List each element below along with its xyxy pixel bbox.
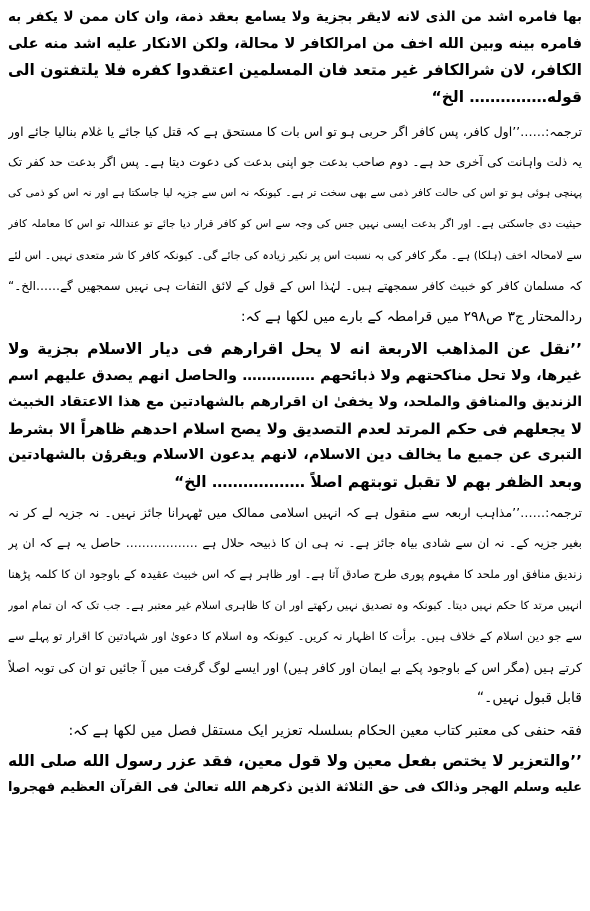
text-line: زندیق منافق اور ملحد کا مفہوم پوری طرح صادق آتا ہے۔ اور ظاہر ہے کہ اس خبیث عقیدہ کے باوجود ان کا کلمہ پڑھنا [8,567,582,581]
text-line: فامره بینه وبین الله اخف من امرالکافر لا محالة، ولکن الانکار علیه اشد منه علی [8,35,582,52]
urdu-translation-2 [8,497,582,714]
text-line: قوله…………… الخ“ [431,87,582,106]
text-line: ’’نقل عن المذاهب الاربعة انه لا یحل اقرارهم فی دیار الاسلام بجزیة ولا [8,340,582,358]
text-line: انہیں مرتد کا حکم نہیں دیتا۔ کیونکہ وہ تصدیق نہیں رکھتے اور ان کا ظاہری اسلام غیر معتبر ہے۔ جب تک کہ ان تمام امور [8,599,582,612]
text-line: حیثیت دی جاسکتی ہے۔ اور اگر بدعت ایسی نہیں جس کی وجہ سے اس کو کافر قرار دیا جائے تو عنداللہ تو اس کا معاملہ کافر [8,218,582,230]
text-line: علیه وسلم الهجر وذالک فی حق الثلاثة الذین ذکرهم الله تعالیٰ فی القرآن العظیم فهجروا [8,779,582,795]
text-line: ترجمہ:……’’مذاہب اربعہ سے منقول ہے کہ انہیں اسلامی ممالک میں ٹھہرانا جائز نہیں۔ نہ جزیہ لے کر نہ [8,505,582,520]
arabic-quote-1 [8,4,582,110]
urdu-translation-1 [8,116,582,302]
source-heading-2 [8,716,582,746]
text-line: سے لامحالہ اخف (ہلکا) ہے۔ مگر کافر کی بہ نسبت اس پر نکیر زیادہ کی جائے گی۔ کیونکہ کافر کا شر متعدی نہیں۔ اس لئے [8,249,582,262]
text-line: لا یجعلهم فی حکم المرتد لعدم التصدیق ولا یصح اسلام احدهم ظاهراً الا بشرط [8,419,582,438]
source-heading-1 [8,302,582,332]
text-line: سے جو دین اسلام کے خلاف ہیں۔ برأت کا اظہار نہ کریں۔ کیونکہ وہ اسلام کا دعویٰ اور شہادتین کا اقرار تو پہلے سے [8,629,582,643]
arabic-quote-2 [8,336,582,495]
text-line: الزندیق والمنافق والملحد، ولا یخفیٰ ان اقرارهم بالشهادتین مع هذا الاعتقاد الخبیث [8,394,582,410]
text-line: فقہ حنفی کی معتبر کتاب معین الحکام بسلسلہ تعزیر ایک مستقل فصل میں لکھا ہے کہ: [68,723,582,739]
text-line: یہ ذلت واہانت کی آخری حد ہے۔ دوم صاحب بدعت جو اپنی بدعت کی دعوت دیتا ہے۔ پس اگر بدعت حد کفر تک [8,155,582,169]
arabic-quote-3 [8,748,582,801]
text-line: قابل قبول نہیں۔“ [476,690,582,706]
text-line: الکافر، لان شرالکافر غیر متعد فان المسلمین اعتقدوا کفره فلا یلتفتون الی [8,61,582,79]
text-line: پہنچی ہوئی ہو تو اس کی حالت کافر ذمی سے بھی سخت تر ہے۔ کیونکہ نہ اس سے جزیہ لیا جاسکتا ہے اور نہ اس کو ذمی کی [8,187,582,199]
text-line: بغیر جزیہ کے۔ نہ ان سے شادی بیاہ جائز ہے۔ نہ ہی ان کا ذبیحہ حلال ہے ……………… حاصل یہ ہے کہ ان پر [8,536,582,550]
text-line: ’’والتعزیر لا یختص بفعل معین ولا قول معین، فقد عزر رسول الله صلی الله [8,752,582,770]
text-line: کہ مسلمان کافر کو خبیث کافر سمجھتے ہیں۔ لہٰذا اس کے قول کے لائق التفات ہی نہیں سمجھیں گے……الخ۔“ [8,279,582,293]
text-line: کرتے ہیں (مگر اس کے باوجود پکے بے ایمان اور کافر ہیں) اور ایسے لوگ گرفت میں آ جائیں تو ان کی توبہ اصلاً [8,660,582,675]
text-line: التبری عن جمیع ما یخالف دین الاسلام، لانهم یدعون الاسلام ویقرؤن بالشهادتین [8,447,582,463]
text-line: ردالمحتار ج۳ ص۲۹۸ میں قرامطہ کے بارے میں لکھا ہے کہ: [240,309,582,325]
text-line: وبعد الظفر بهم لا تقبل توبتهم اصلاً ……………… الخ“ [174,472,582,491]
text-line: غیرها، ولا تحل مناکحتهم ولا ذبائحهم …………… والحاصل انهم یصدق علیهم اسم [8,367,582,384]
text-line: ترجمہ:……’’اول کافر، پس کافر اگر حربی ہو تو اس بات کا مستحق ہے کہ قتل کیا جائے یا غلام بنالیا جائے اور [8,124,582,139]
text-line: بها فامره اشد من الذی لانه لایقر بجزیة ولا یسامع بعقد ذمة، وان کان ممن لا یکفر به [8,9,582,25]
